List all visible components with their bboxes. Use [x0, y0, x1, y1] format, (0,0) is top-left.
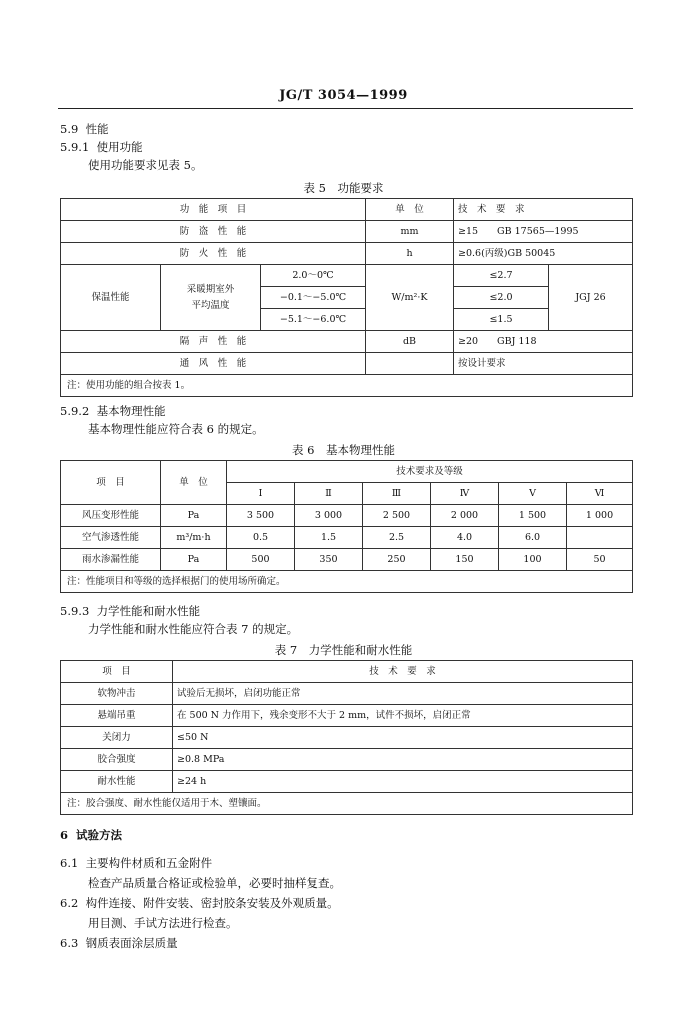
- sound-req: ≥20 GBJ 118: [454, 331, 633, 353]
- paragraph: 基本物理性能应符合表 6 的规定。: [88, 422, 264, 436]
- temp-range-3: −5.1～−6.0℃: [261, 309, 366, 331]
- row-item: 关闭力: [61, 727, 173, 749]
- row-unit: m³/m·h: [161, 527, 227, 549]
- grade-header: Ⅵ: [567, 483, 633, 505]
- row-req: 试验后无损坏，启闭功能正常: [173, 683, 633, 705]
- section-title: 基本物理性能: [96, 404, 166, 418]
- ventilation-unit: [366, 353, 454, 375]
- paragraph: 使用功能要求见表 5。: [88, 158, 203, 172]
- section-number: 6.3: [60, 936, 79, 950]
- table-6-physical-performance: [60, 460, 633, 593]
- fire-req: ≥0.6(丙级)GB 50045: [454, 243, 633, 265]
- cell: 150: [431, 549, 499, 571]
- header-requirement: 技 术 要 求: [454, 199, 633, 221]
- cell: 50: [567, 549, 633, 571]
- sound-item: 隔 声 性 能: [61, 331, 366, 353]
- section-6-3: [60, 936, 178, 950]
- cell: 250: [363, 549, 431, 571]
- row-req: 在 500 N 力作用下，残余变形不大于 2 mm，试件不损坏，启闭正常: [173, 705, 633, 727]
- table-7-caption: 表 7 力学性能和耐水性能: [274, 643, 413, 657]
- section-number: 5.9.2: [60, 404, 90, 418]
- row-req: ≥0.8 MPa: [173, 749, 633, 771]
- table-row: [61, 527, 633, 549]
- cell: 2 000: [431, 505, 499, 527]
- section-number: 6: [60, 828, 69, 842]
- header-item: 项 目: [61, 661, 173, 683]
- row-req: ≤50 N: [173, 727, 633, 749]
- row-item: 风压变形性能: [61, 505, 161, 527]
- table-7-note: 注：胶合强度、耐水性能仅适用于木、塑镶面。: [61, 793, 633, 815]
- section-title: 使用功能: [96, 140, 143, 154]
- section-title: 试验方法: [76, 828, 123, 842]
- paragraph: 检查产品质量合格证或检验单，必要时抽样复查。: [88, 876, 341, 890]
- section-5-9-1: [60, 140, 143, 154]
- section-6-1: [60, 856, 212, 870]
- thermal-subgroup: 采暖期室外 平均温度: [161, 265, 261, 331]
- standard-code-header: JG/T 3054—1999: [279, 88, 408, 103]
- section-5-9-3: [60, 604, 200, 618]
- section-title: 性能: [85, 122, 109, 136]
- table-5-note: 注：使用功能的组合按表 1。: [61, 375, 633, 397]
- temp-range-2: −0.1～−5.0℃: [261, 287, 366, 309]
- table-row: [61, 705, 633, 727]
- row-unit: Pa: [161, 505, 227, 527]
- header-requirement: 技 术 要 求: [173, 661, 633, 683]
- grade-header: Ⅱ: [295, 483, 363, 505]
- section-title: 力学性能和耐水性能: [96, 604, 201, 618]
- section-title: 主要构件材质和五金附件: [85, 856, 213, 870]
- table-row: [61, 683, 633, 705]
- table-row: [61, 549, 633, 571]
- table-5-caption: 表 5 功能要求: [303, 181, 384, 195]
- row-unit: Pa: [161, 549, 227, 571]
- thermal-value-2: ≤2.0: [454, 287, 549, 309]
- paragraph: 用目测、手试方法进行检查。: [88, 916, 238, 930]
- sound-unit: dB: [366, 331, 454, 353]
- section-number: 6.2: [60, 896, 79, 910]
- row-item: 空气渗透性能: [61, 527, 161, 549]
- table-row: [61, 749, 633, 771]
- grade-header: Ⅲ: [363, 483, 431, 505]
- paragraph: 力学性能和耐水性能应符合表 7 的规定。: [88, 622, 299, 636]
- cell: 1.5: [295, 527, 363, 549]
- cell: 0.5: [227, 527, 295, 549]
- section-6-2: [60, 896, 339, 910]
- fire-item: 防 火 性 能: [61, 243, 366, 265]
- section-6: [60, 828, 122, 842]
- thermal-value-3: ≤1.5: [454, 309, 549, 331]
- cell: 3 000: [295, 505, 363, 527]
- thermal-group: 保温性能: [61, 265, 161, 331]
- grade-header: Ⅳ: [431, 483, 499, 505]
- section-title: 钢质表面涂层质量: [85, 936, 178, 950]
- cell: 500: [227, 549, 295, 571]
- section-number: 5.9.1: [60, 140, 90, 154]
- section-number: 5.9: [60, 122, 79, 136]
- anti-theft-req: ≥15 GB 17565—1995: [454, 221, 633, 243]
- header-item: 项 目: [61, 461, 161, 505]
- table-row: [61, 727, 633, 749]
- ventilation-item: 通 风 性 能: [61, 353, 366, 375]
- section-5-9: [60, 122, 109, 136]
- table-6-note: 注：性能项目和等级的选择根据门的使用场所确定。: [61, 571, 633, 593]
- cell: 1 500: [499, 505, 567, 527]
- row-item: 耐水性能: [61, 771, 173, 793]
- row-item: 胶合强度: [61, 749, 173, 771]
- thermal-value-1: ≤2.7: [454, 265, 549, 287]
- header-grade-group: 技术要求及等级: [227, 461, 633, 483]
- row-item: 雨水渗漏性能: [61, 549, 161, 571]
- section-number: 6.1: [60, 856, 79, 870]
- section-title: 构件连接、附件安装、密封胶条安装及外观质量。: [85, 896, 339, 910]
- cell: 6.0: [499, 527, 567, 549]
- cell: 100: [499, 549, 567, 571]
- row-item: 软物冲击: [61, 683, 173, 705]
- thermal-standard: JGJ 26: [549, 265, 633, 331]
- table-row: [61, 505, 633, 527]
- ventilation-req: 按设计要求: [454, 353, 633, 375]
- anti-theft-item: 防 盗 性 能: [61, 221, 366, 243]
- cell: 3 500: [227, 505, 295, 527]
- table-5-function-requirements: [60, 198, 633, 397]
- temp-range-1: 2.0～0℃: [261, 265, 366, 287]
- section-5-9-2: [60, 404, 166, 418]
- thermal-unit: W/m²·K: [366, 265, 454, 331]
- table-7-mechanical-water: [60, 660, 633, 815]
- cell: 2 500: [363, 505, 431, 527]
- table-6-caption: 表 6 基本物理性能: [292, 443, 395, 457]
- cell: 350: [295, 549, 363, 571]
- cell: 1 000: [567, 505, 633, 527]
- fire-unit: h: [366, 243, 454, 265]
- cell: [567, 527, 633, 549]
- header-unit: 单 位: [366, 199, 454, 221]
- header-unit: 单 位: [161, 461, 227, 505]
- grade-header: Ⅴ: [499, 483, 567, 505]
- header-item: 功 能 项 目: [61, 199, 366, 221]
- row-req: ≥24 h: [173, 771, 633, 793]
- row-item: 悬端吊重: [61, 705, 173, 727]
- cell: 4.0: [431, 527, 499, 549]
- cell: 2.5: [363, 527, 431, 549]
- header-rule: [58, 108, 633, 109]
- anti-theft-unit: mm: [366, 221, 454, 243]
- section-number: 5.9.3: [60, 604, 90, 618]
- table-row: [61, 771, 633, 793]
- grade-header: Ⅰ: [227, 483, 295, 505]
